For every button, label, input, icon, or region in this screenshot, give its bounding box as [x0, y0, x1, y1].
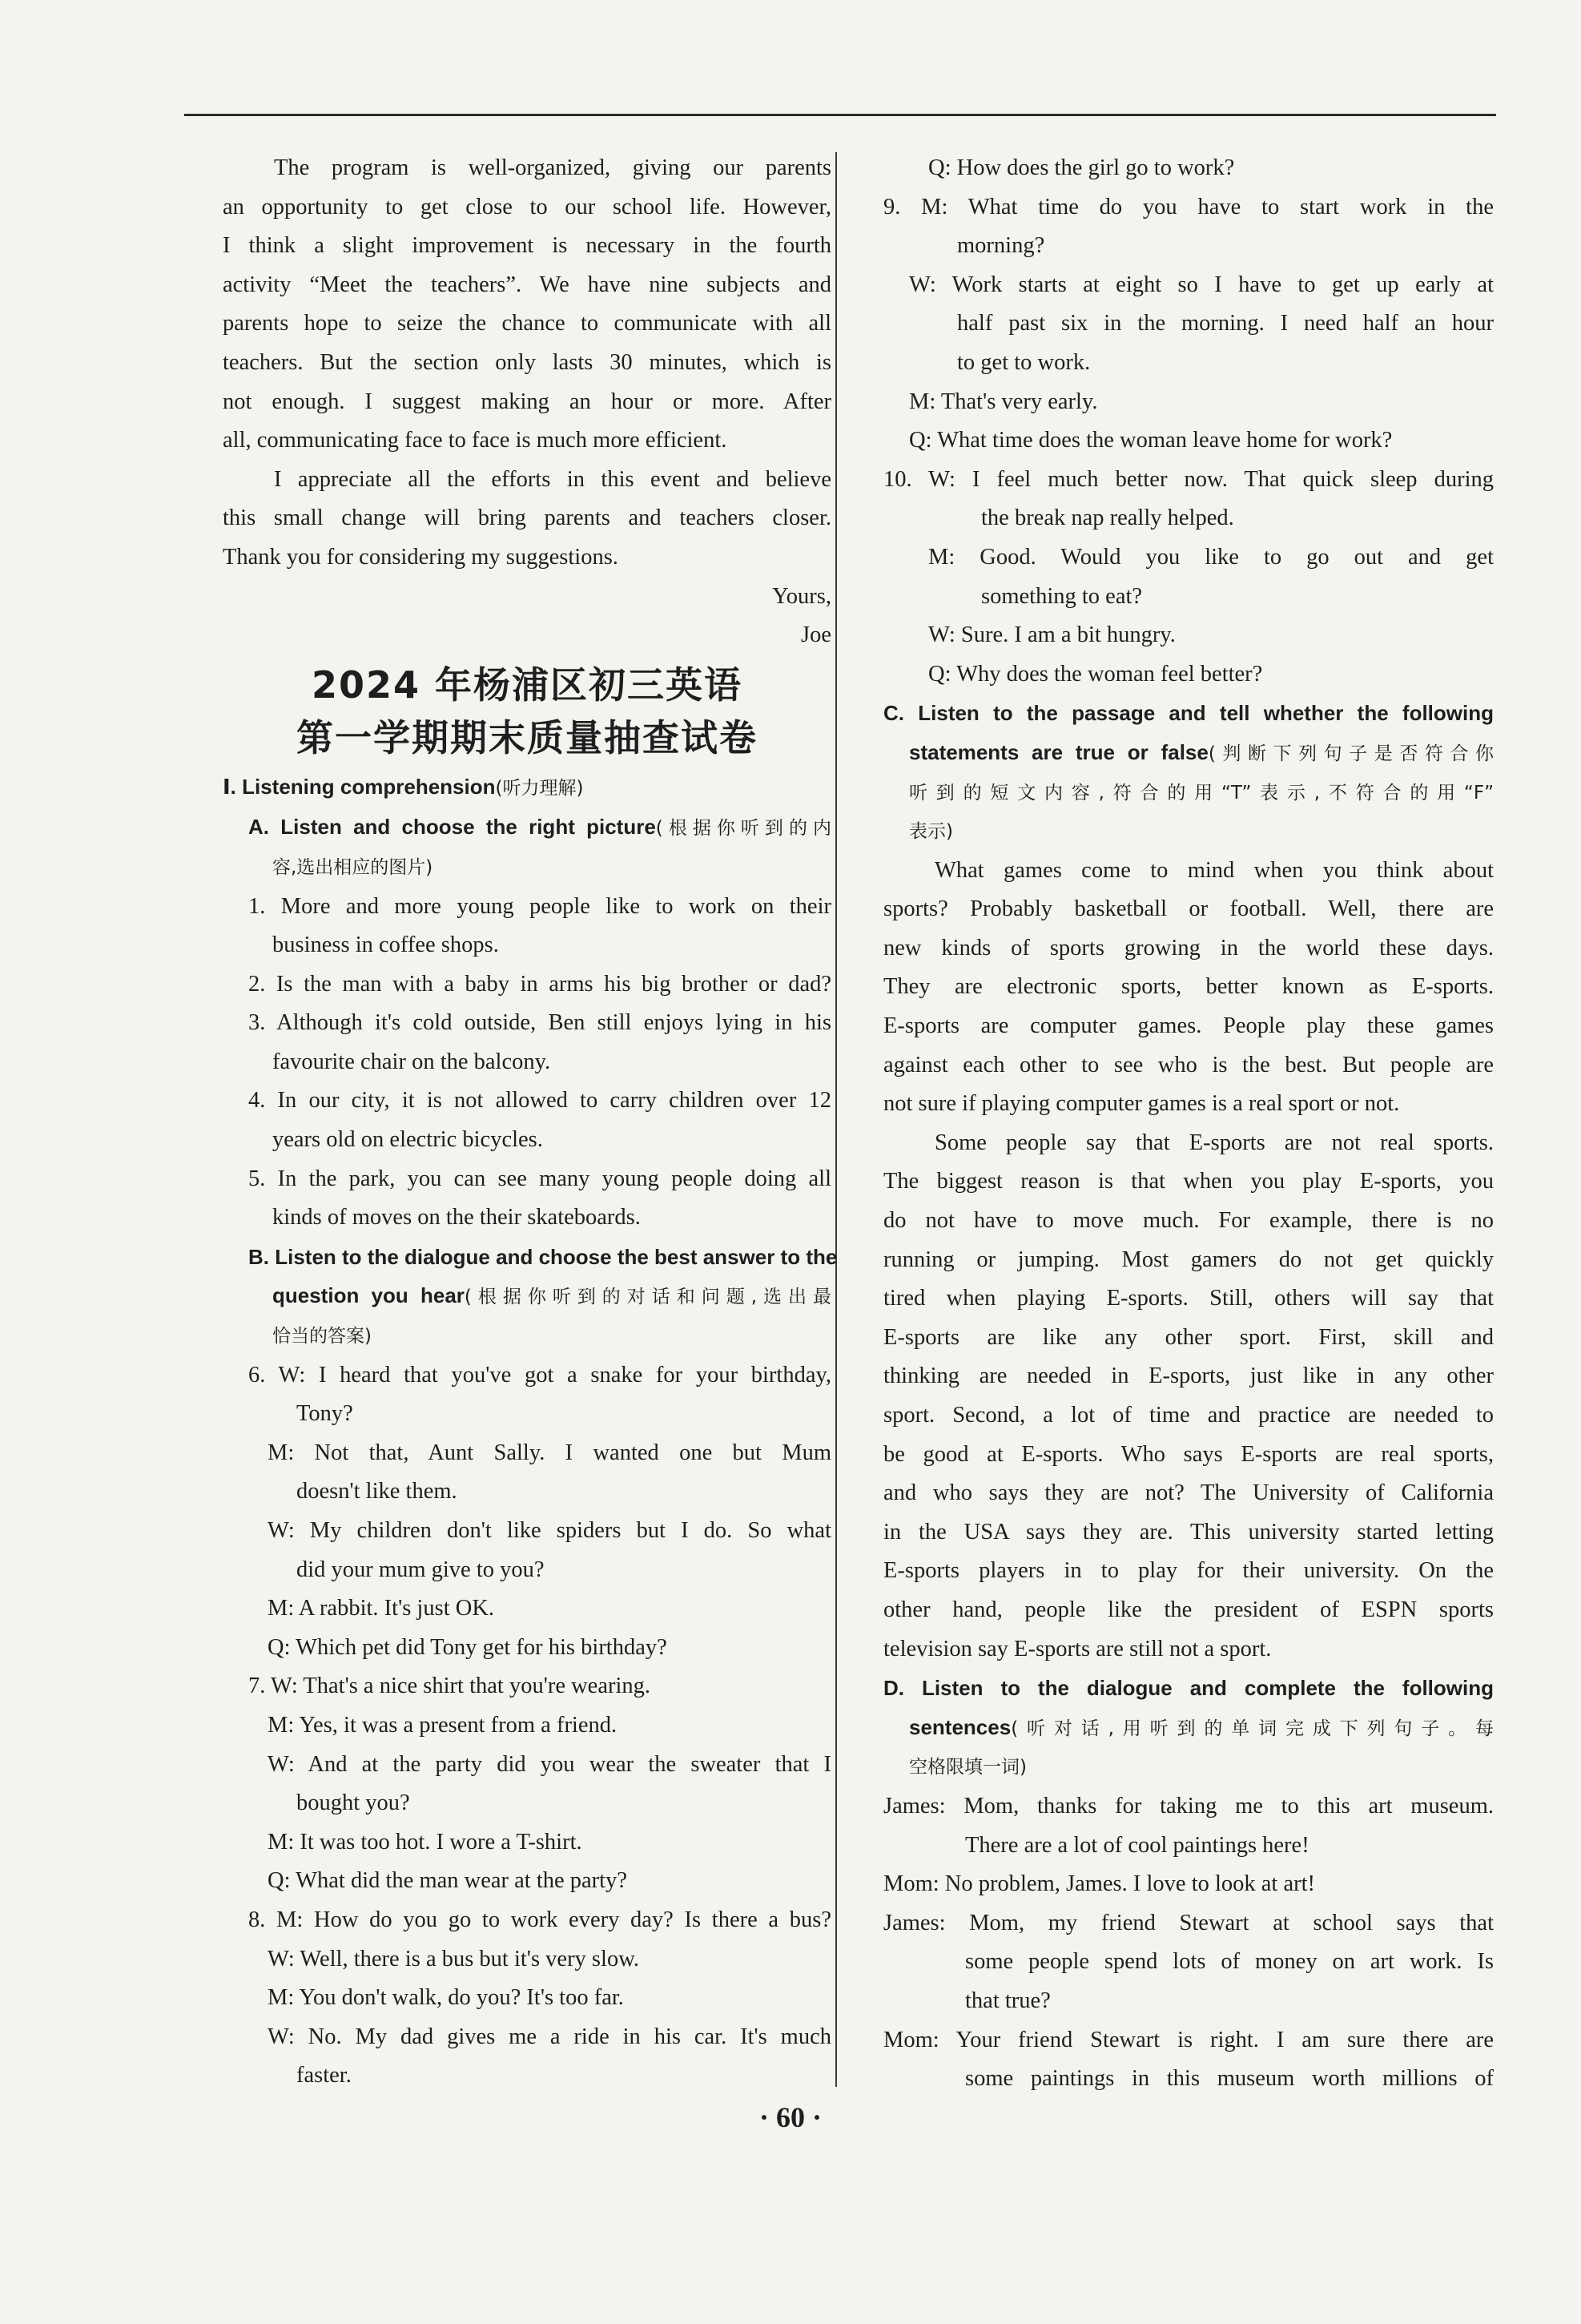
dialogue-D-line: that true? — [965, 1988, 1051, 2013]
partC-cn: (判断下列句子是否符合你 — [1208, 743, 1494, 764]
partB-heading: B. Listen to the dialogue and choose the best answer to the — [248, 1244, 838, 1269]
dialogue-7-line: M: Yes, it was a present from a friend. — [268, 1712, 618, 1738]
dialogue-9-question: Q: What time does the woman leave home for work? — [909, 428, 1393, 453]
column-divider — [835, 152, 837, 2087]
letter-line: parents hope to seize the chance to communicate with all — [223, 311, 831, 336]
partC-cn-cont: 听到的短文内容,符合的用“T”表示,不符合的用“F” — [909, 782, 1494, 804]
partD-heading: D. Listen to the dialogue and complete the following — [883, 1676, 1494, 1701]
passage-line: other hand, people like the president of ESPN sports — [883, 1597, 1494, 1622]
question-5: 5. In the park, you can see many young people doing all — [248, 1166, 831, 1191]
dialogue-6-line: doesn't like them. — [296, 1479, 457, 1504]
question-2: 2. Is the man with a baby in arms his big brother or dad? — [248, 971, 831, 997]
dialogue-10-line: something to eat? — [981, 583, 1143, 609]
partB-label: question you hear — [272, 1283, 465, 1308]
partC-cn-cont: 表示) — [909, 821, 953, 843]
passage-line: What games come to mind when you think about — [935, 857, 1494, 883]
partD-heading-cont — [883, 1708, 1494, 1749]
dialogue-D-line: James: Mom, thanks for taking me to this art museum. — [883, 1793, 1494, 1819]
passage-line: running or jumping. Most gamers do not get quickly — [883, 1247, 1494, 1272]
dialogue-8-line: W: No. My dad gives me a ride in his car. It's much — [268, 2024, 831, 2049]
dialogue-7-line: M: It was too hot. I wore a T-shirt. — [268, 1829, 582, 1855]
dialogue-10-line: 10. W: I feel much better now. That quick sleep during — [883, 466, 1494, 492]
dialogue-8-line: 8. M: How do you go to work every day? Is there a bus? — [248, 1907, 831, 1932]
passage-line: Some people say that E-sports are not real sports. — [935, 1130, 1494, 1155]
partA-heading — [223, 808, 831, 848]
partB-heading-cont — [223, 1276, 831, 1317]
dialogue-9-line: morning? — [957, 233, 1045, 259]
partC-heading-cont — [883, 733, 1494, 774]
letter-line: Thank you for considering my suggestions. — [223, 544, 618, 570]
dialogue-8-question: Q: How does the girl go to work? — [928, 155, 1235, 180]
letter-line: an opportunity to get close to our school life. However, — [223, 194, 831, 220]
header-rule — [184, 114, 1496, 116]
dialogue-D-line: James: Mom, my friend Stewart at school says that — [883, 1910, 1494, 1935]
section1-cn: (听力理解) — [495, 777, 584, 799]
dialogue-9-line: half past six in the morning. I need half an hour — [957, 311, 1494, 336]
partD-cn: (听对话,用听到的单词完成下列句子。每 — [1011, 1718, 1494, 1739]
letter-line: not enough. I suggest making an hour or more. After — [223, 389, 831, 414]
question-3-cont: favourite chair on the balcony. — [272, 1049, 551, 1074]
partC-heading: C. Listen to the passage and tell whether the following — [883, 701, 1494, 726]
question-1: 1. More and more young people like to work on their — [248, 893, 831, 919]
dialogue-10-line: the break nap really helped. — [981, 505, 1234, 531]
passage-line: E-sports are like any other sport. First, skill and — [883, 1324, 1494, 1350]
section1-heading — [223, 767, 831, 808]
passage-line: The biggest reason is that when you play E-sports, you — [883, 1169, 1494, 1194]
dialogue-6-line: 6. W: I heard that you've got a snake for your birthday, — [248, 1362, 831, 1388]
dialogue-6-line: M: A rabbit. It's just OK. — [268, 1596, 495, 1621]
dialogue-9-line: M: That's very early. — [909, 389, 1098, 414]
dialogue-7-line: W: And at the party did you wear the sweater that I — [268, 1751, 831, 1777]
partD-cn-cont: 空格限填一词) — [909, 1757, 1027, 1778]
dialogue-9-line: 9. M: What time do you have to start work in the — [883, 194, 1494, 220]
dialogue-7-question: Q: What did the man wear at the party? — [268, 1868, 627, 1894]
dialogue-6-line: did your mum give to you? — [296, 1557, 545, 1582]
passage-line: and who says they are not? The University of California — [883, 1480, 1494, 1506]
dialogue-6-question: Q: Which pet did Tony get for his birthday? — [268, 1634, 667, 1660]
partB-cn: (根据你听到的对话和问题,选出最 — [464, 1287, 831, 1308]
dialogue-7-line: bought you? — [296, 1790, 410, 1816]
passage-line: sport. Second, a lot of time and practice are needed to — [883, 1403, 1494, 1428]
letter-line: all, communicating face to face is much more efficient. — [223, 428, 727, 453]
passage-line: sports? Probably basketball or football. Well, there are — [883, 896, 1494, 922]
left-column — [223, 149, 838, 2096]
partB-cn-cont: 恰当的答案) — [272, 1326, 372, 1347]
dialogue-7-line: 7. W: That's a nice shirt that you're wearing. — [248, 1674, 651, 1699]
passage-line: thinking are needed in E-sports, just like in any other — [883, 1363, 1494, 1389]
passage-line: They are electronic sports, better known as E-sports. — [883, 974, 1494, 1000]
exam-title-line1: 2024 年杨浦区初三英语 — [311, 663, 743, 707]
right-column — [883, 149, 1494, 2099]
letter-line: this small change will bring parents and teachers closer. — [223, 505, 831, 531]
dialogue-D-line: There are a lot of cool paintings here! — [965, 1832, 1309, 1858]
dialogue-6-line: Tony? — [296, 1401, 353, 1427]
exam-title-line2: 第一学期期末质量抽查试卷 — [296, 715, 758, 759]
dialogue-9-line: to get to work. — [957, 349, 1091, 375]
question-4-cont: years old on electric bicycles. — [272, 1127, 543, 1153]
passage-line: in the USA says they are. This university started letting — [883, 1519, 1494, 1545]
question-1-cont: business in coffee shops. — [272, 932, 499, 958]
dialogue-8-line: M: You don't walk, do you? It's too far. — [268, 1985, 624, 2011]
letter-line: I appreciate all the efforts in this event and believe — [274, 466, 831, 492]
dialogue-D-line: Mom: Your friend Stewart is right. I am sure there are — [883, 2027, 1494, 2052]
question-3: 3. Although it's cold outside, Ben still enjoys lying in his — [248, 1010, 831, 1036]
question-4: 4. In our city, it is not allowed to carry children over 12 — [248, 1088, 831, 1114]
dialogue-D-line: some people spend lots of money on art work. Is — [965, 1949, 1494, 1975]
dialogue-D-line: some paintings in this museum worth millions of — [965, 2066, 1494, 2092]
dialogue-6-line: M: Not that, Aunt Sally. I wanted one but Mum — [268, 1440, 831, 1465]
passage-line: new kinds of sports growing in the world these days. — [883, 935, 1494, 961]
dialogue-10-question: Q: Why does the woman feel better? — [928, 661, 1263, 687]
passage-line: tired when playing E-sports. Still, others will say that — [883, 1286, 1494, 1311]
dialogue-8-line: W: Well, there is a bus but it's very slow. — [268, 1946, 640, 1972]
dialogue-6-line: W: My children don't like spiders but I do. So what — [268, 1518, 831, 1543]
dialogue-10-line: W: Sure. I am a bit hungry. — [928, 622, 1176, 648]
letter-line: The program is well-organized, giving our parents — [274, 155, 831, 180]
passage-line: against each other to see who is the best. But people are — [883, 1052, 1494, 1077]
dialogue-8-line: faster. — [296, 2063, 352, 2088]
partA-cn-cont: 容,选出相应的图片) — [272, 856, 433, 878]
partC-label: statements are true or false — [909, 739, 1209, 764]
letter-closing: Yours, — [772, 583, 831, 609]
partA-label: A. Listen and choose the right picture — [248, 815, 656, 840]
dialogue-9-line: W: Work starts at eight so I have to get up early at — [909, 272, 1494, 297]
letter-line: I think a slight improvement is necessary in the fourth — [223, 233, 831, 259]
partD-label: sentences — [909, 1714, 1012, 1739]
section1-label: Ⅰ. Listening comprehension — [223, 774, 496, 799]
passage-line: E-sports players in to play for their university. On the — [883, 1558, 1494, 1584]
question-5-cont: kinds of moves on the their skateboards. — [272, 1205, 641, 1230]
passage-line: not sure if playing computer games is a real sport or not. — [883, 1091, 1400, 1117]
page-number: · 60 · — [758, 2101, 822, 2133]
dialogue-10-line: M: Good. Would you like to go out and get — [928, 544, 1494, 570]
letter-signature: Joe — [801, 622, 831, 648]
dialogue-D-line: Mom: No problem, James. I love to look at art! — [883, 1871, 1316, 1897]
passage-line: do not have to move much. For example, there is no — [883, 1208, 1494, 1234]
letter-line: teachers. But the section only lasts 30 minutes, which is — [223, 349, 831, 375]
partA-cn: (根据你听到的内 — [655, 818, 831, 840]
passage-line: television say E-sports are still not a sport. — [883, 1636, 1272, 1661]
passage-line: be good at E-sports. Who says E-sports are real sports, — [883, 1441, 1494, 1467]
passage-line: E-sports are computer games. People play these games — [883, 1013, 1494, 1039]
letter-line: activity “Meet the teachers”. We have nine subjects and — [223, 272, 831, 297]
